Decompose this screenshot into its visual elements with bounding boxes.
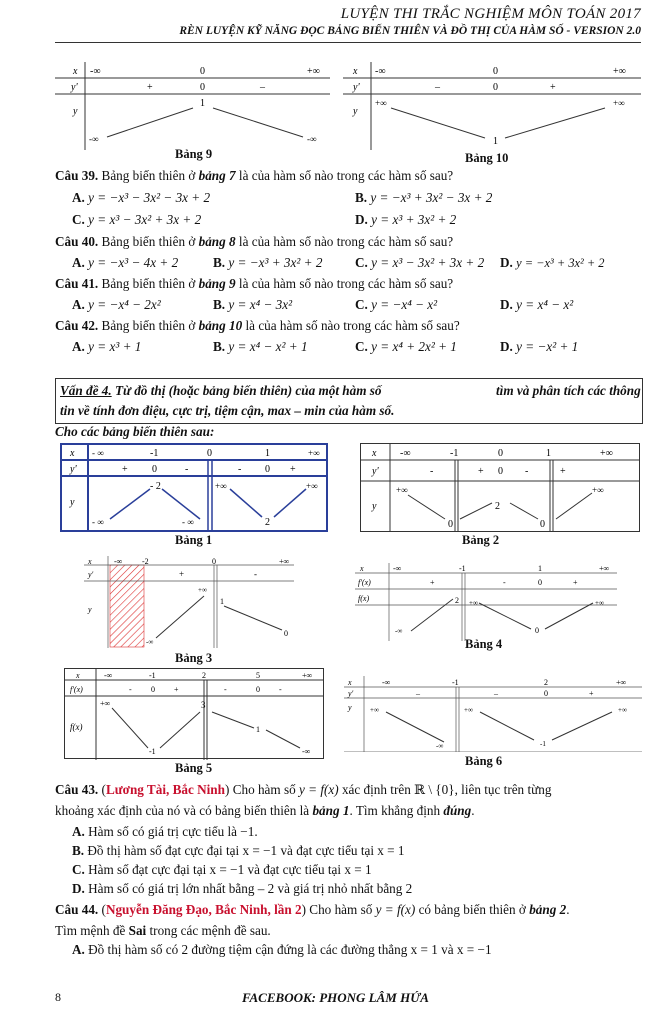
t10-yp-label: y'	[353, 82, 360, 93]
t10-x-3: +∞	[613, 66, 626, 77]
caption-table-5: Bảng 5	[175, 761, 213, 775]
t3-y-label: y	[88, 605, 92, 614]
variation-table-5	[64, 668, 324, 760]
t4-y-3: +∞	[469, 599, 478, 607]
t1-x-1: - ∞	[92, 448, 104, 458]
t9-x-3: +∞	[307, 66, 320, 77]
t1-y-4: +∞	[215, 481, 227, 491]
t9-arrow-down	[213, 108, 303, 137]
topic-line1: Từ đồ thị (hoặc bảng biến thiên) của một hàm số	[111, 383, 382, 398]
q39-option-c[interactable]: C. y = x³ − 3x² + 3x + 2	[72, 212, 202, 227]
t6-yp-3: 0	[544, 689, 548, 698]
t2-yp-1: -	[430, 466, 434, 477]
q43-option-b[interactable]: B. Đồ thị hàm số đạt cực đại tại x = −1 và đạt cực tiểu tại x = 1	[72, 843, 405, 858]
t5-yp-4: -	[224, 685, 227, 694]
t1-yp-2: 0	[152, 464, 157, 475]
t2-y-4: 0	[540, 519, 545, 530]
t5-yp-5: 0	[256, 685, 260, 694]
q41-option-a[interactable]: A. y = −x⁴ − 2x²	[72, 297, 161, 312]
t10-y-1: +∞	[375, 98, 387, 108]
t9-y-1: 1	[200, 98, 205, 109]
t5-yp-3: +	[174, 685, 179, 694]
t9-x-label: x	[73, 66, 78, 77]
q42-option-b[interactable]: B. y = x⁴ − x² + 1	[213, 339, 308, 354]
t10-y-label: y	[353, 106, 358, 117]
t2-y-1: +∞	[396, 485, 408, 495]
t9-yp-3: –	[260, 82, 265, 93]
t1-yp-5: 0	[265, 464, 270, 475]
t3-y-3: 1	[220, 597, 224, 606]
t3-x-1: -∞	[114, 557, 123, 566]
t3-yp-1: +	[179, 569, 185, 579]
t1-y-1: - ∞	[92, 517, 104, 527]
t4-x-1: -∞	[393, 564, 402, 573]
t3-y-1: -∞	[146, 638, 154, 646]
t3-yp-label: y'	[88, 570, 94, 579]
t5-x-4: 5	[256, 671, 260, 680]
variation-table-6	[344, 676, 642, 752]
t5-x-5: +∞	[302, 671, 313, 680]
t10-arrow-up	[505, 108, 605, 138]
t5-yp-6: -	[279, 685, 282, 694]
t2-x-2: -1	[450, 448, 459, 459]
t6-yp-label: y'	[348, 689, 354, 698]
t10-x-label: x	[353, 66, 358, 77]
header-title: LUYỆN THI TRẮC NGHIỆM MÔN TOÁN 2017	[340, 6, 641, 22]
t9-yp-1: +	[147, 82, 153, 93]
t9-x-2: 0	[200, 66, 205, 77]
caption-table-6: Bảng 6	[465, 754, 503, 768]
t1-yp-label: y'	[70, 464, 77, 475]
q42-option-a[interactable]: A. y = x³ + 1	[72, 339, 142, 354]
t2-yp-5: +	[560, 466, 566, 477]
t4-y-5: +∞	[595, 599, 604, 607]
t2-x-3: 0	[498, 448, 503, 459]
q40-option-a[interactable]: A. y = −x³ − 4x + 2	[72, 255, 179, 270]
caption-table-9: Bảng 9	[175, 147, 213, 161]
topic-line1b: tìm và phân tích các thông	[496, 383, 641, 398]
t4-y-4: 0	[535, 626, 539, 635]
t4-y-2: 2	[455, 596, 459, 605]
t1-y-3: - ∞	[182, 517, 194, 527]
t4-yp-label: f'(x)	[358, 578, 371, 587]
t1-y-6: +∞	[306, 481, 318, 491]
t1-y-label: y	[70, 497, 75, 508]
t2-y-5: +∞	[592, 485, 604, 495]
t6-y-2: -∞	[436, 742, 444, 750]
t6-x-2: -1	[452, 678, 459, 687]
q40-option-d[interactable]: D. y = −x³ + 3x² + 2	[500, 255, 605, 270]
t10-y-3: +∞	[613, 98, 625, 108]
question-40: Câu 40. Bảng biến thiên ở bảng 8 là của hàm số nào trong các hàm số sau?	[55, 234, 454, 249]
t3-y-4: 0	[284, 629, 288, 638]
t5-y-1: +∞	[100, 699, 111, 708]
t1-x-4: 1	[265, 448, 270, 459]
t10-yp-1: –	[435, 82, 440, 93]
t6-yp-4: +	[589, 689, 594, 698]
t6-y-3: +∞	[464, 706, 473, 714]
t5-y-3: 3	[201, 700, 206, 710]
variation-table-2	[360, 443, 640, 533]
t2-y-2: 0	[448, 519, 453, 530]
q41-option-d[interactable]: D. y = x⁴ − x²	[500, 297, 574, 312]
caption-table-10: Bảng 10	[465, 151, 509, 165]
t4-y-label: f(x)	[358, 594, 370, 603]
variation-table-9	[55, 62, 335, 152]
t4-yp-4: +	[573, 578, 578, 587]
t9-yp-2: 0	[200, 82, 205, 93]
t3-yp-2: -	[254, 569, 257, 579]
t9-x-1: -∞	[90, 66, 101, 77]
t5-yp-2: 0	[151, 685, 155, 694]
t1-yp-4: -	[238, 464, 242, 475]
t6-y-1: +∞	[370, 706, 379, 714]
t2-yp-label: y'	[372, 466, 379, 477]
q43-option-d[interactable]: D. Hàm số có giá trị lớn nhất bằng – 2 và giá trị nhỏ nhất bằng 2	[72, 881, 413, 896]
topic-lead: Vấn đề 4.	[60, 383, 112, 398]
t4-x-2: -1	[459, 564, 466, 573]
page-number: 8	[55, 990, 61, 1004]
q39-option-a[interactable]: A. y = −x³ − 3x² − 3x + 2	[72, 190, 211, 205]
q44-option-a[interactable]: A. Đồ thị hàm số có 2 đường tiệm cận đứng là các đường thẳng x = 1 và x = −1	[72, 942, 492, 957]
t1-yp-1: +	[122, 464, 128, 475]
t10-yp-3: +	[550, 82, 556, 93]
caption-table-1: Bảng 1	[175, 533, 213, 547]
t6-x-label: x	[348, 678, 352, 687]
t6-x-3: 2	[544, 678, 548, 687]
variation-table-3	[84, 556, 296, 648]
question-43: Câu 43. (Lương Tài, Bắc Ninh) Cho hàm số y = f(x) xác định trên ℝ \ {0}, liên tục trên từng	[55, 782, 552, 797]
variation-table-4	[355, 563, 617, 641]
t2-yp-3: 0	[498, 466, 503, 477]
t4-yp-2: -	[503, 578, 506, 587]
t2-yp-2: +	[478, 466, 484, 477]
t5-y-4: 1	[256, 725, 260, 734]
t10-y-2: 1	[493, 136, 498, 147]
t2-y-label: y	[372, 501, 377, 512]
t6-x-4: +∞	[616, 678, 627, 687]
topic-line2: tin về tính đơn điệu, cực trị, tiệm cận, max – min của hàm số.	[60, 403, 395, 418]
t5-yp-label: f'(x)	[70, 685, 83, 694]
variation-table-1	[60, 443, 328, 533]
t9-y-label: y	[73, 106, 78, 117]
q40-option-b[interactable]: B. y = −x³ + 3x² + 2	[213, 255, 323, 270]
question-42: Câu 42. Bảng biến thiên ở bảng 10 là của hàm số nào trong các hàm số sau?	[55, 318, 460, 333]
question-44: Câu 44. (Nguyễn Đăng Đạo, Bắc Ninh, lần 2) Cho hàm số y = f(x) có bảng biến thiên ở bảng 2.	[55, 902, 570, 917]
question-41: Câu 41. Bảng biến thiên ở bảng 9 là của hàm số nào trong các hàm số sau?	[55, 276, 454, 291]
q41-option-b[interactable]: B. y = x⁴ − 3x²	[213, 297, 293, 312]
t1-y-5: 2	[265, 517, 270, 528]
t9-arrow-up	[107, 108, 193, 137]
caption-table-2: Bảng 2	[462, 533, 500, 547]
t1-x-label: x	[70, 448, 75, 459]
t3-x-3: 0	[212, 557, 216, 566]
t4-yp-1: +	[430, 578, 435, 587]
t4-y-1: -∞	[395, 627, 403, 635]
t6-yp-2: –	[494, 689, 498, 698]
t1-yp-3: -	[185, 464, 189, 475]
t5-y-label: f(x)	[70, 722, 83, 732]
t3-x-2: -2	[142, 557, 149, 566]
t5-y-2: -1	[149, 747, 156, 756]
q43-option-c[interactable]: C. Hàm số đạt cực đại tại x = −1 và đạt cực tiểu tại x = 1	[72, 862, 372, 877]
t2-x-4: 1	[546, 448, 551, 459]
q42-option-d[interactable]: D. y = −x² + 1	[500, 339, 579, 354]
t1-yp-6: +	[290, 464, 296, 475]
t6-y-5: +∞	[618, 706, 627, 714]
t6-y-label: y	[348, 703, 352, 712]
t4-x-label: x	[360, 564, 364, 573]
t2-x-label: x	[372, 448, 377, 459]
question-44-line2: Tìm mệnh đề Sai trong các mệnh đề sau.	[55, 923, 271, 938]
t10-x-1: -∞	[375, 66, 386, 77]
question-43-line2: khoảng xác định của nó và có bảng biến thiên là bảng 1. Tìm khẳng định đúng.	[55, 803, 475, 818]
t10-arrow-down	[391, 108, 485, 138]
t9-y-3: -∞	[307, 134, 317, 144]
footer-text: FACEBOOK: PHONG LÂM HỨA	[242, 990, 429, 1005]
t1-y-2: - 2	[150, 481, 161, 492]
q41-option-c[interactable]: C. y = −x⁴ − x²	[355, 297, 438, 312]
t3-x-4: +∞	[279, 557, 290, 566]
q43-option-a[interactable]: A. Hàm số có giá trị cực tiểu là −1.	[72, 824, 258, 839]
t10-x-2: 0	[493, 66, 498, 77]
t2-x-5: +∞	[600, 448, 613, 459]
caption-table-3: Bảng 3	[175, 651, 213, 665]
intro-text: Cho các bảng biến thiên sau:	[55, 424, 215, 439]
t3-x-label: x	[88, 557, 92, 566]
t1-x-3: 0	[207, 448, 212, 459]
t5-x-2: -1	[149, 671, 156, 680]
t5-y-5: -∞	[302, 747, 311, 756]
t4-yp-3: 0	[538, 578, 542, 587]
t5-yp-1: -	[129, 685, 132, 694]
header-subtitle: RÈN LUYỆN KỸ NĂNG ĐỌC BẢNG BIẾN THIÊN VÀ ĐỒ THỊ CỦA HÀM SỐ - VERSION 2.0	[179, 25, 641, 37]
t2-x-1: -∞	[400, 448, 411, 459]
t5-x-1: -∞	[104, 671, 113, 680]
q39-option-b[interactable]: B. y = −x³ + 3x² − 3x + 2	[355, 190, 493, 205]
t4-x-4: +∞	[599, 564, 610, 573]
t3-y-2: +∞	[198, 586, 207, 594]
t9-y-2: -∞	[89, 134, 99, 144]
q39-option-d[interactable]: D. y = x³ + 3x² + 2	[355, 212, 457, 227]
t1-x-2: -1	[150, 448, 159, 459]
q42-option-c[interactable]: C. y = x⁴ + 2x² + 1	[355, 339, 457, 354]
t10-yp-2: 0	[493, 82, 498, 93]
variation-table-10	[343, 62, 643, 152]
t9-yp-label: y'	[71, 82, 78, 93]
header-rule	[55, 42, 641, 43]
t5-x-3: 2	[202, 671, 206, 680]
t1-x-5: +∞	[308, 448, 320, 458]
t5-x-label: x	[76, 671, 80, 680]
t4-x-3: 1	[538, 564, 542, 573]
t2-y-3: 2	[495, 501, 500, 512]
t6-x-1: -∞	[382, 678, 391, 687]
t6-y-4: -1	[540, 740, 546, 748]
q40-option-c[interactable]: C. y = x³ − 3x² + 3x + 2	[355, 255, 485, 270]
topic-box	[55, 378, 643, 424]
question-39: Câu 39. Bảng biến thiên ở bảng 7 là của hàm số nào trong các hàm số sau?	[55, 168, 454, 183]
t2-yp-4: -	[525, 466, 529, 477]
t6-yp-1: –	[416, 689, 420, 698]
caption-table-4: Bảng 4	[465, 637, 503, 651]
